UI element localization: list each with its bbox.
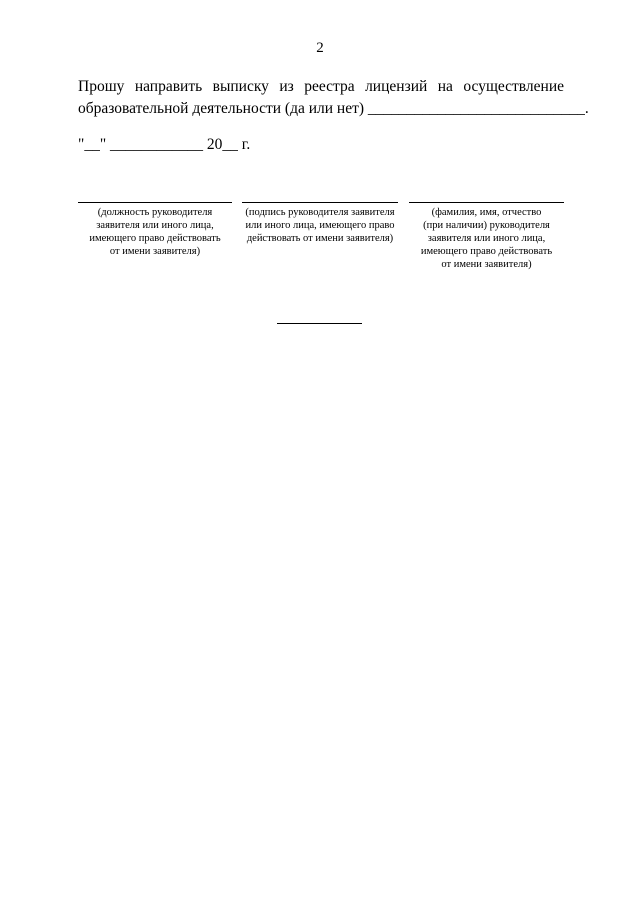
signature-block-signature <box>242 202 398 245</box>
page-number: 2 <box>316 40 324 56</box>
signature-caption: (подпись руководителя заявителя или иного лица, имеющего право действовать от имени заявителя) <box>245 207 395 244</box>
request-line-2: образовательной деятельности (да или нет) ____________________________. <box>78 100 589 117</box>
signature-block-position <box>78 202 232 258</box>
signature-fill-line <box>409 202 564 203</box>
request-line-1: Прошу направить выписку из реестра лицензий на осуществление <box>78 78 564 95</box>
signature-caption: (фамилия, имя, отчество (при наличии) руководителя заявителя или иного лица, имеющего право действовать от имени заявителя) <box>420 207 553 270</box>
date-line: "__" ____________ 20__ г. <box>78 136 251 153</box>
signature-fill-line <box>242 202 398 203</box>
signature-caption: (должность руководителя заявителя или иного лица, имеющего право действовать от имени заявителя) <box>89 207 221 257</box>
signature-block-full-name <box>409 202 564 271</box>
signature-fill-line <box>78 202 232 203</box>
end-of-document-rule <box>277 323 362 324</box>
request-paragraph <box>78 76 589 120</box>
